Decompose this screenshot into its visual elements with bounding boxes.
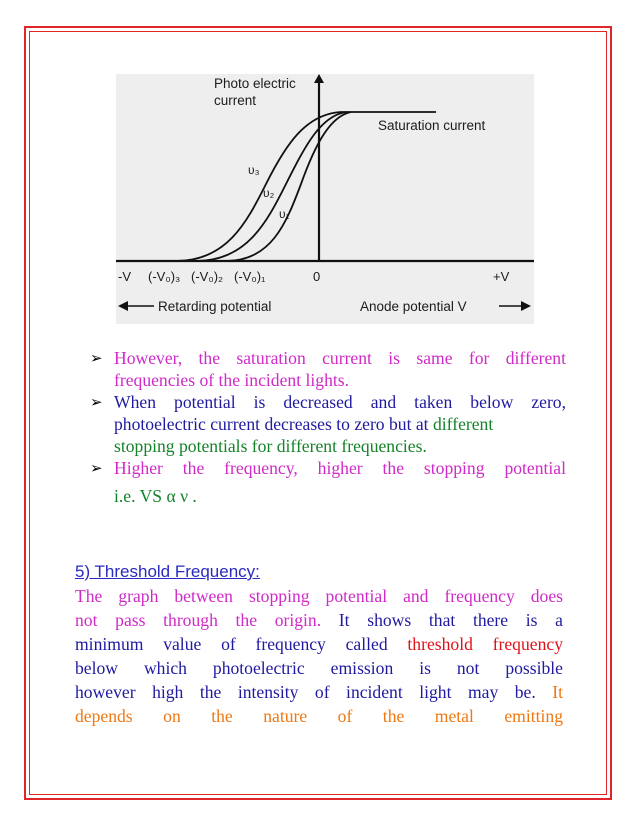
curve-nu1 [226,112,351,261]
photoelectric-graph [116,74,534,324]
bullet-3-line-1: Higher the frequency, higher the stopping potential [114,458,566,478]
tick-v0-3: (-V₀)₃ [148,269,181,284]
bullet-frequency [90,457,566,507]
bullet-2-line-2b: different [432,414,494,434]
para-line-2a: not pass through the origin. [75,610,322,630]
bullet-2-line-3: stopping potentials for different frequencies. [114,436,427,456]
curve-label-nu3: υ₃ [248,163,260,177]
bullet-potential [90,391,566,457]
bullet-arrow-icon: ➢ [90,349,103,367]
para-line-3b: threshold frequency [407,634,563,654]
bullet-arrow-icon: ➢ [90,393,103,411]
bullet-2-line-1: When potential is decreased and taken below zero, [114,392,566,412]
section-paragraph [75,584,563,728]
graph-svg [116,74,534,324]
saturation-current-label: Saturation current [378,118,486,133]
curve-label-nu2: υ₂ [263,186,275,200]
y-axis-arrowhead [314,74,324,83]
retarding-potential-label: Retarding potential [158,299,272,314]
para-line-5 [75,680,563,704]
para-line-3a: minimum value of frequency called [75,634,408,654]
para-line-6: depends on the nature of the metal emitting [75,706,563,726]
bullet-3-line-2: i.e. VS α ν . [114,486,197,506]
retarding-arrowhead [118,301,128,311]
para-line-3 [75,632,563,656]
curve-label-nu1: υ₁ [279,207,290,221]
bullet-saturation [90,347,566,391]
section-heading: 5) Threshold Frequency: [75,562,260,581]
bullet-arrow-icon: ➢ [90,459,103,477]
para-line-1: The graph between stopping potential and frequency does [75,586,563,606]
para-line-5b: It [535,682,563,702]
bullet-list [90,347,566,507]
curve-nu3 [176,112,436,261]
tick-minus-v: -V [118,269,131,284]
tick-plus-v: +V [493,269,510,284]
anode-arrowhead [521,301,531,311]
bullet-1-line-2: frequencies of the incident lights. [114,370,349,390]
bullet-2-line-2 [114,413,566,435]
y-axis-label-1: Photo electric [214,76,296,91]
bullet-2-line-2a: photoelectric current decreases to zero but at [114,414,433,434]
anode-potential-label: Anode potential V [360,299,467,314]
para-line-5a: however high the intensity of incident light may be. [75,682,536,702]
tick-zero: 0 [313,269,321,284]
bullet-1-line-1: However, the saturation current is same for different [114,348,566,368]
y-axis-label-2: current [214,93,257,108]
threshold-frequency-section [75,560,563,728]
para-line-2 [75,608,563,632]
tick-v0-2: (-V₀)₂ [191,269,224,284]
para-line-2b: It shows that there is a [321,610,563,630]
tick-v0-1: (-V₀)₁ [234,269,266,284]
para-line-4: below which photoelectric emission is not possible [75,658,563,678]
